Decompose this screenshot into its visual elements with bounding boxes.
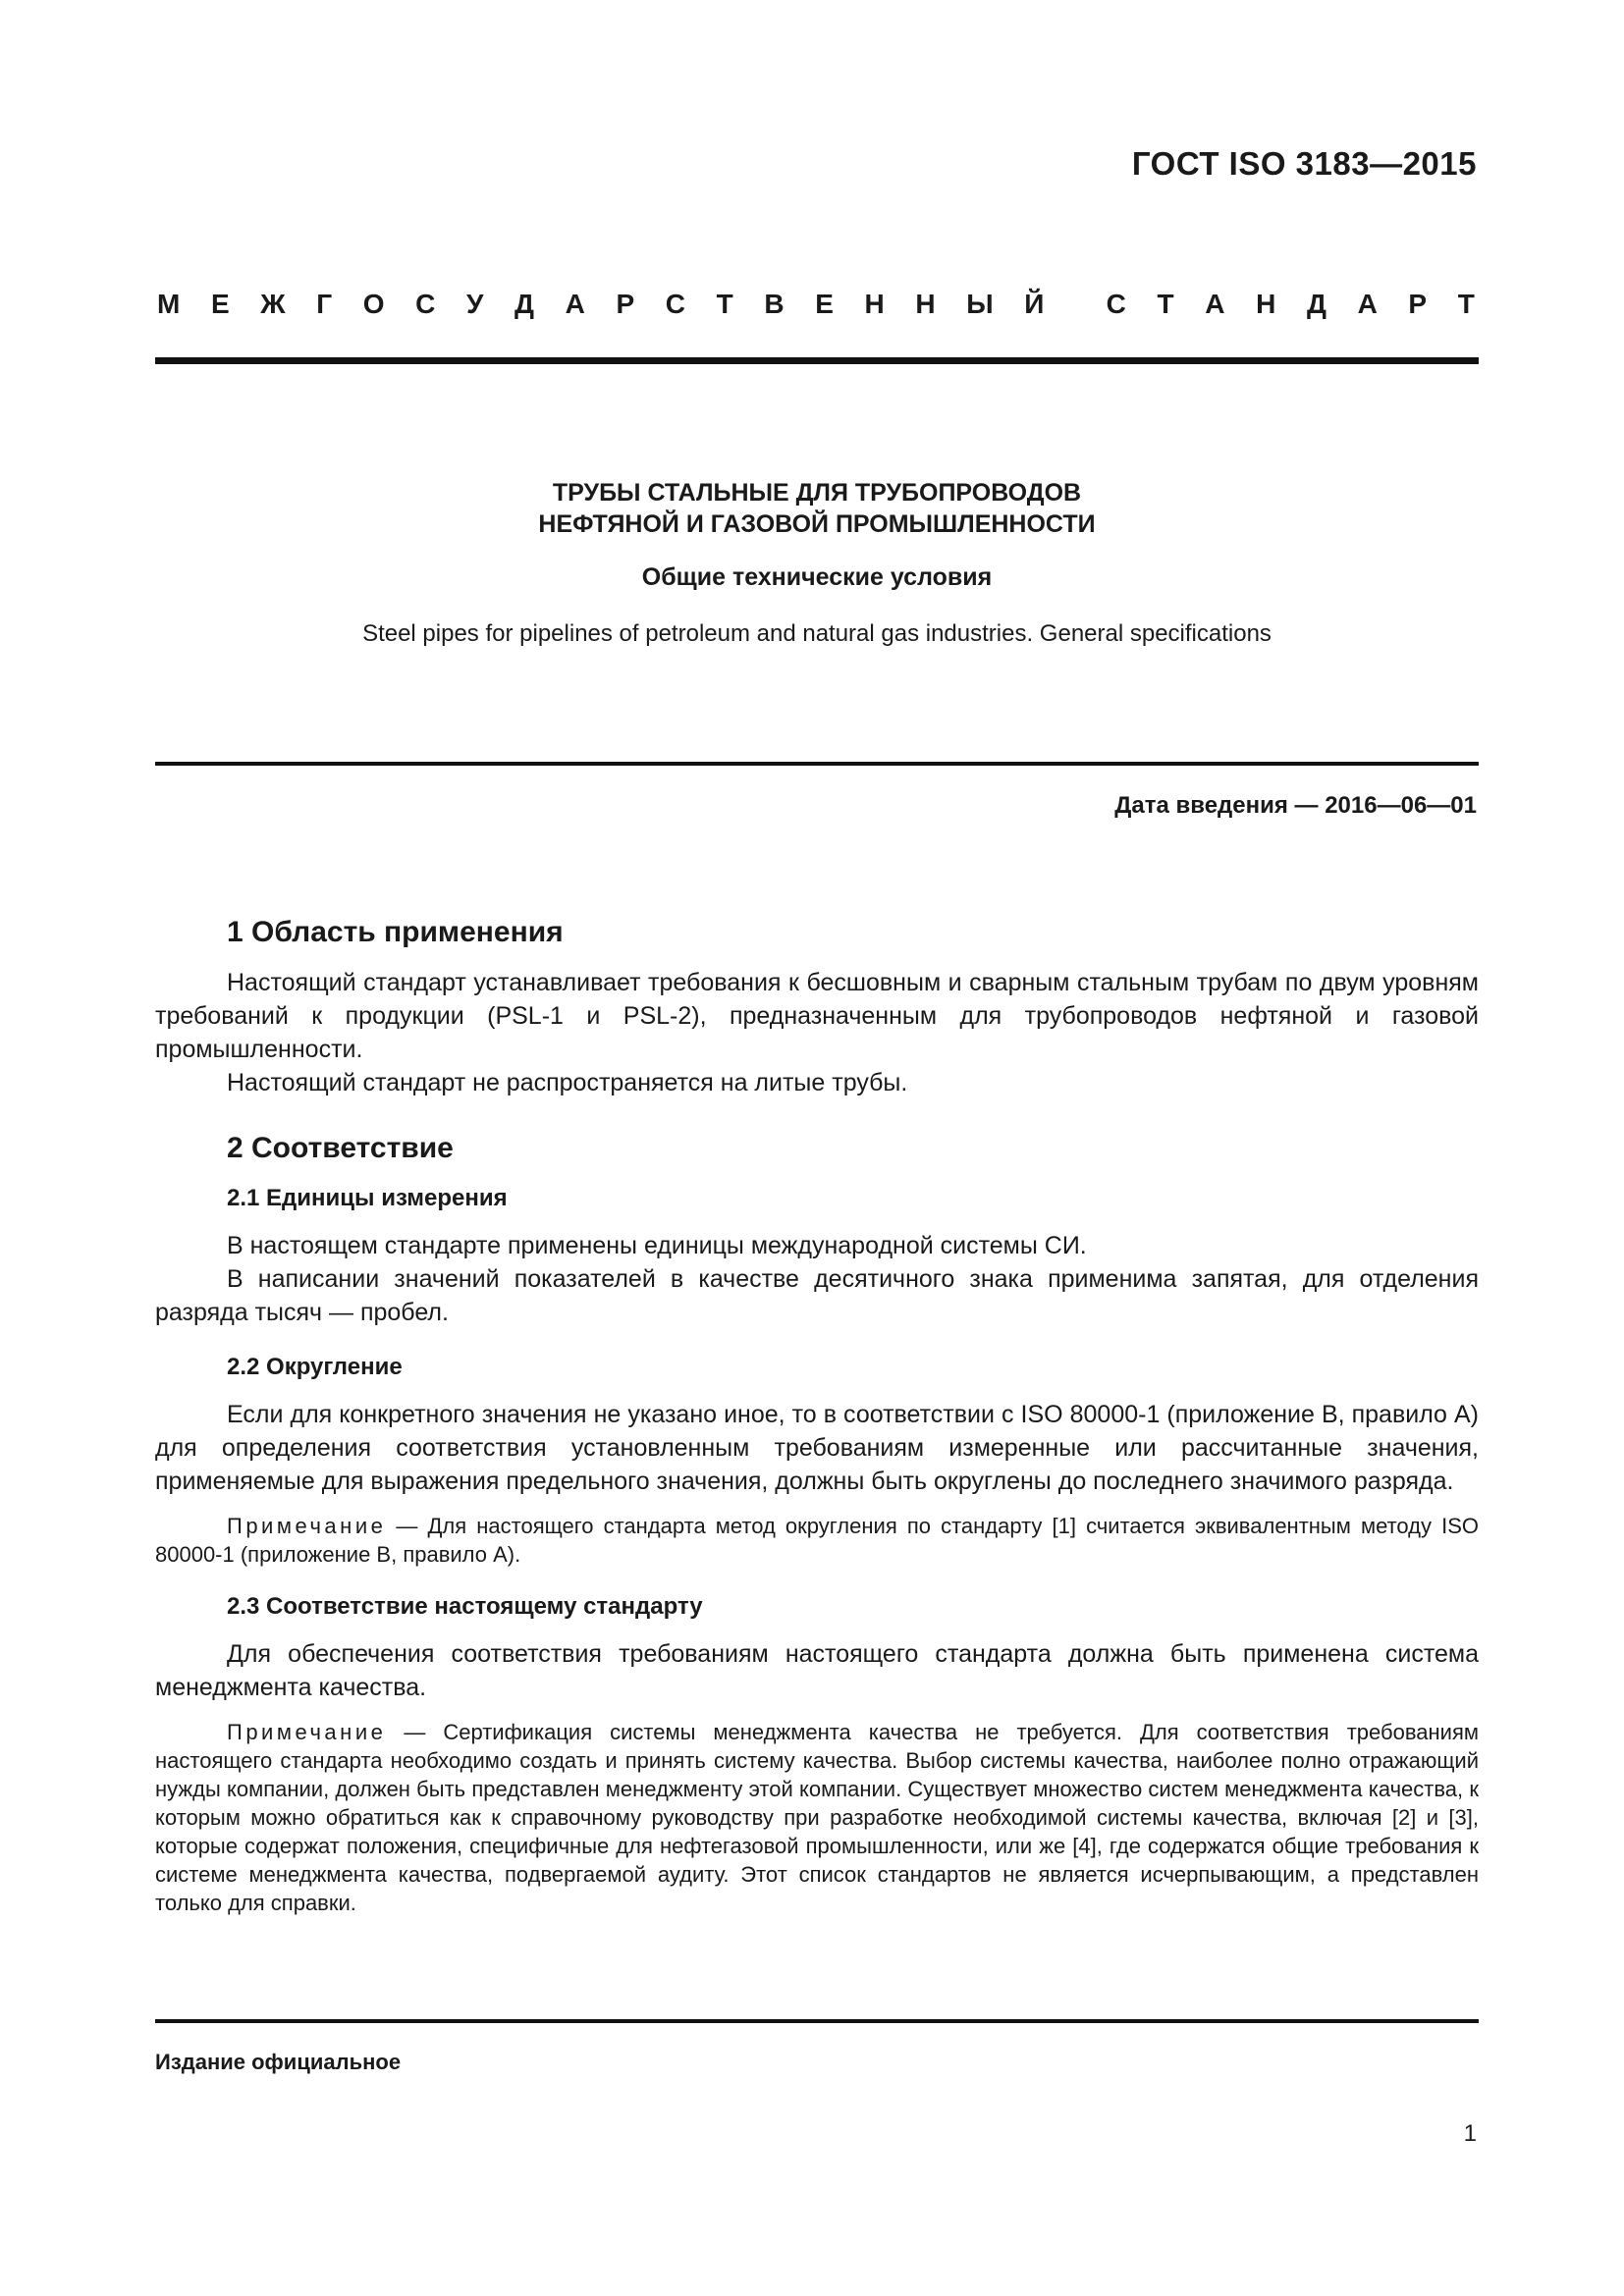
standard-type-letter: В [764,289,785,319]
title-line-1: ТРУБЫ СТАЛЬНЫЕ ДЛЯ ТРУБОПРОВОДОВ [552,479,1082,507]
section-2-3-paragraph-1: Для обеспечения соответствия требованиям настоящего стандарта должна быть применена система менеджмента качества. [155,1640,1479,1701]
note-text: — Сертификация системы менеджмента качества не требуется. Для соответствия требованиям настоящего стандарта необходимо создать и принять систему качества. Выбор системы качества, наиболее полно отражающий нужды компании, должен быть представлен менеджменту этой компании. Существует множество систем менеджмента качества, к которым можно обратиться как к справочному руководству при разработке необходимой системы качества, включая [2] и [3], которые содержат положения, специфичные для нефтегазовой промышленности, или же [4], где содержатся общие требования к системе менеджмента качества, подвергаемой аудиту. Этот список стандартов не является исчерпывающим, а представлен только для справки. [155,1720,1479,1915]
standard-type-letter: У [465,289,484,319]
standard-type-letter: О [362,289,385,319]
note-label: Примечание [227,1514,387,1538]
standard-type-letter: М [157,289,181,319]
standard-type-letter: Е [210,289,230,319]
document-subtitle: Общие технические условия [641,563,993,591]
section-1-paragraph-1: Настоящий стандарт устанавливает требования к бесшовным и сварным стальным трубам по двум уровням требований к продукции (PSL-1 и PSL-2), предназначенным для трубопроводов нефтяной и газовой промышленности. [155,969,1479,1063]
section-1-heading: 1 Область применения [227,916,564,948]
standard-type-letter: Т [1157,289,1174,319]
section-2-2-note [155,1512,1479,1569]
section-2-1-paragraph-2: В написании значений показателей в качестве десятичного знака применима запятая, для отделения разряда тысяч — пробел. [155,1265,1479,1326]
section-2-3-heading: 2.3 Соответствие настоящему стандарту [227,1593,703,1620]
note-label: Примечание [227,1720,387,1744]
english-title: Steel pipes for pipelines of petroleum and natural gas industries. General specifications [362,620,1272,647]
document-body [155,913,1479,1917]
section-2-3-note [155,1718,1479,1917]
note-text: — Для настоящего стандарта метод округления по стандарту [1] считается эквивалентным методу ISO 80000-1 (приложение В, правило А). [155,1514,1479,1567]
section-2-1-heading: 2.1 Единицы измерения [227,1185,508,1211]
section-2-2-paragraph-1: Если для конкретного значения не указано иное, то в соответствии с ISO 80000-1 (приложение В, правило А) для определения соответствия установленным требованиям измеренные или рассчитанные значения, применяемые для выражения предельного значения, должны быть округлены до последнего значимого разряда. [155,1401,1479,1495]
document-title [155,477,1479,540]
standard-type-letter: Е [815,289,834,319]
standard-type-letter: Н [864,289,885,319]
standard-type-letter: Р [616,289,635,319]
standard-type-letter: А [1357,289,1378,319]
page-number: 1 [1463,2120,1477,2147]
section-2-1-paragraph-1: В настоящем стандарте применены единицы международной системы СИ. [227,1232,1087,1259]
section-2-2-heading: 2.2 Округление [227,1354,403,1380]
standard-type-letter: Н [915,289,936,319]
title-divider [155,762,1479,766]
standard-type-letter: Н [1256,289,1276,319]
standard-type-letter: Т [1457,289,1475,319]
standard-type-letter: Д [1306,289,1326,319]
standard-type-letter: С [415,289,436,319]
standard-type-letter: Ы [966,289,994,319]
standard-type-letter: С [1106,289,1126,319]
footer-divider [155,2019,1479,2023]
standard-type-letter: Р [1408,289,1428,319]
document-code: ГОСТ ISO 3183—2015 [1131,145,1477,182]
standard-type-letter: С [665,289,685,319]
standard-type-letter: Ж [260,289,286,319]
standard-type-letter: А [1205,289,1225,319]
title-line-2: НЕФТЯНОЙ И ГАЗОВОЙ ПРОМЫШЛЕННОСТИ [538,510,1096,538]
section-2-heading: 2 Соответствие [227,1132,454,1164]
edition-label: Издание официальное [155,2050,402,2074]
introduction-date: Дата введения — 2016—06—01 [1114,792,1477,819]
standard-type-letter: Т [716,289,733,319]
standard-type-letter: Д [514,289,534,319]
standard-type-heading [157,289,1475,320]
standard-type-letter: Г [316,289,333,319]
section-1-paragraph-2: Настоящий стандарт не распространяется на литые трубы. [227,1069,908,1096]
standard-type-letter: А [565,289,585,319]
standard-type-letter: Й [1024,289,1045,319]
header-divider [155,357,1479,364]
